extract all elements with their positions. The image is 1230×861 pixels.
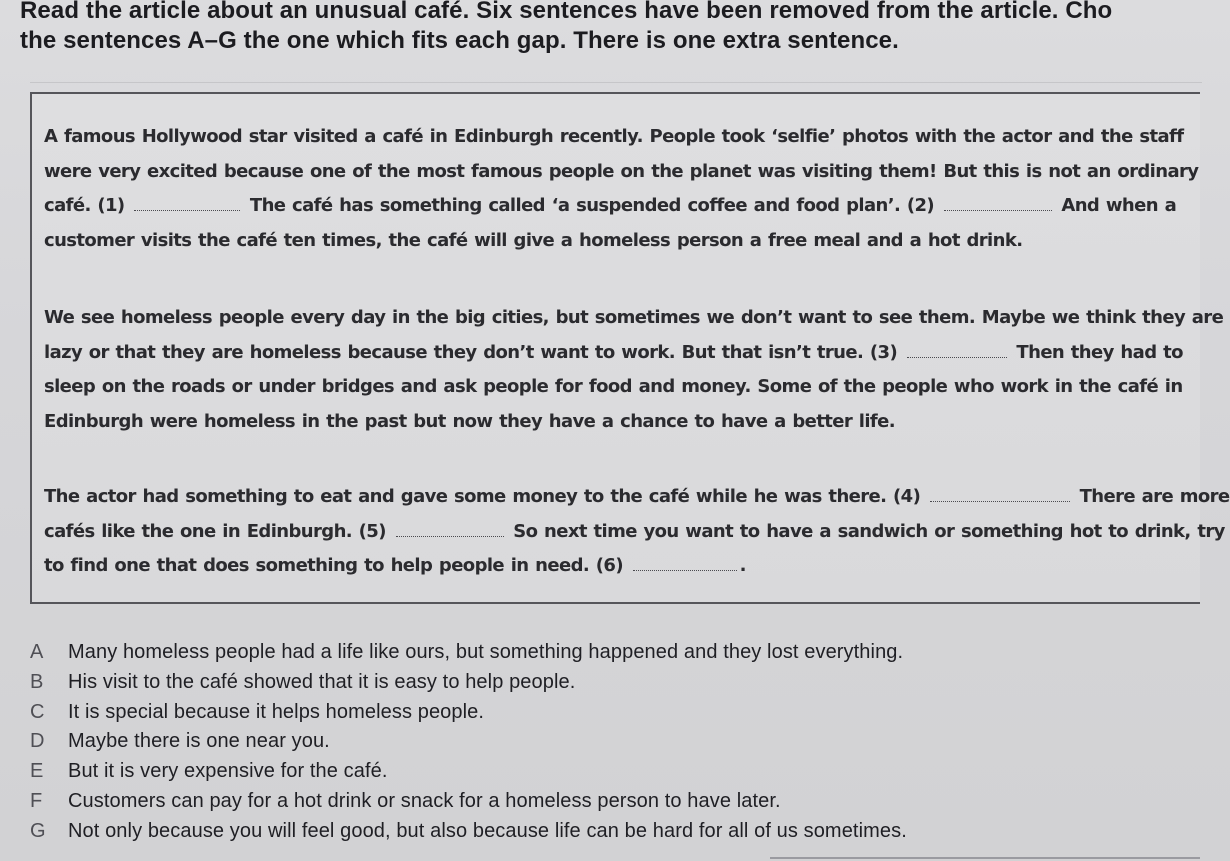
- article-paragraph-3: [44, 480, 1230, 584]
- paragraph-text: The actor had something to eat and gave some money to the café while he was there. (4): [44, 486, 921, 507]
- option-text: But it is very expensive for the café.: [68, 760, 388, 783]
- instructions-line-2: the sentences A–G the one which fits each gap. There is one extra sentence.: [20, 27, 899, 54]
- gap-2-blank[interactable]: [944, 196, 1052, 211]
- paragraph-line: We see homeless people every day in the big cities, but sometimes we don’t want to see them. Maybe we think they are: [44, 307, 1224, 328]
- option-letter: A: [30, 641, 44, 663]
- option-f[interactable]: [30, 787, 1190, 817]
- gap-5-blank[interactable]: [396, 522, 504, 537]
- paragraph-text: The café has something called ‘a suspended coffee and food plan’. (2): [249, 195, 935, 216]
- option-text: Maybe there is one near you.: [68, 730, 330, 753]
- instructions-line-1: Read the article about an unusual café. Six sentences have been removed from the article. Cho: [20, 0, 1113, 24]
- option-text: Customers can pay for a hot drink or snack for a homeless person to have later.: [68, 789, 781, 812]
- option-text: Not only because you will feel good, but also because life can be hard for all of us sometimes.: [68, 819, 907, 842]
- paragraph-line: customer visits the café ten times, the café will give a homeless person a free meal and a hot drink.: [44, 229, 1023, 251]
- paragraph-line: A famous Hollywood star visited a café in Edinburgh recently. People took ‘selfie’ photos with the actor and the staff: [44, 126, 1184, 147]
- paragraph-text: There are more: [1079, 486, 1230, 507]
- paragraph-text: to find one that does something to help people in need. (6): [44, 555, 623, 576]
- gap-1-blank[interactable]: [134, 196, 240, 211]
- paragraph-line: [44, 336, 1184, 371]
- paragraph-line: Edinburgh were homeless in the past but now they have a chance to have a better life.: [44, 410, 896, 432]
- option-letter: D: [30, 730, 45, 753]
- paragraph-text: Then they had to: [1016, 341, 1183, 363]
- task-instructions: [20, 0, 1200, 56]
- paragraph-line: [44, 549, 1184, 584]
- sentence-options-list: [30, 638, 1190, 847]
- option-d[interactable]: [30, 727, 1190, 757]
- gap-4-blank[interactable]: [930, 487, 1070, 502]
- article-paragraph-2: [44, 301, 1224, 439]
- article-box: [30, 92, 1230, 604]
- gap-3-blank[interactable]: [907, 343, 1007, 358]
- option-text: His visit to the café showed that it is easy to help people.: [68, 670, 576, 693]
- paragraph-line: were very excited because one of the most famous people on the planet was visiting them! But this is not an ordinary: [44, 160, 1199, 182]
- option-letter: C: [30, 700, 45, 723]
- paragraph-line: [44, 515, 1225, 550]
- gap-6-blank[interactable]: [633, 556, 737, 571]
- option-a[interactable]: [30, 638, 1190, 668]
- paragraph-text: So next time you want to have a sandwich or something hot to drink, try: [513, 520, 1225, 542]
- option-b[interactable]: [30, 668, 1190, 698]
- paragraph-text: .: [739, 555, 746, 576]
- option-text: It is special because it helps homeless people.: [68, 700, 485, 723]
- option-letter: E: [30, 760, 44, 783]
- paragraph-text: cafés like the one in Edinburgh. (5): [44, 520, 386, 542]
- option-text: Many homeless people had a life like ours, but something happened and they lost everything.: [68, 641, 904, 663]
- option-letter: B: [30, 670, 44, 693]
- option-g[interactable]: [30, 817, 1190, 847]
- option-e[interactable]: [30, 757, 1190, 787]
- paragraph-text: café. (1): [44, 195, 125, 216]
- paragraph-line: sleep on the roads or under bridges and ask people for food and money. Some of the people who work in the café in: [44, 376, 1183, 397]
- option-letter: F: [30, 789, 43, 812]
- option-c[interactable]: [30, 698, 1190, 728]
- paragraph-text: And when a: [1061, 195, 1177, 216]
- paragraph-line: [44, 189, 1184, 224]
- paragraph-text: lazy or that they are homeless because they don’t want to work. But that isn’t true. (3): [44, 341, 898, 363]
- option-letter: G: [30, 819, 46, 842]
- paragraph-line: [44, 480, 1230, 515]
- article-paragraph-1: [44, 120, 1199, 258]
- page-edge-divider: [770, 857, 1200, 859]
